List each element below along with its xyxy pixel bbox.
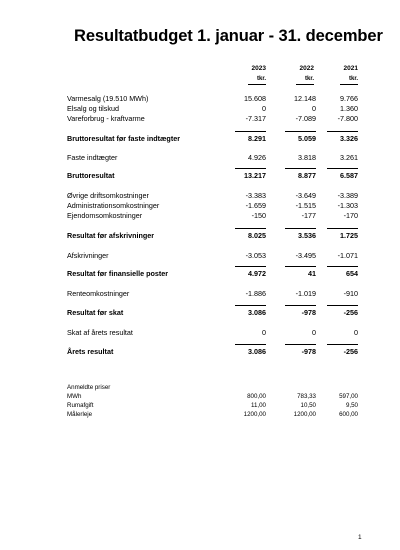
value-2023: 4.972: [248, 269, 266, 278]
subtotal-line: [327, 228, 358, 229]
prices-heading-row: [0, 384, 400, 393]
value-2021: -256: [343, 347, 358, 356]
subtotal-line: [327, 168, 358, 169]
table-row: [0, 191, 400, 201]
value-2022: 12.148: [294, 94, 316, 103]
value-2022: 5.059: [298, 134, 316, 143]
column-header-2023: 2023: [251, 65, 266, 72]
price-2021: 597,00: [339, 393, 358, 400]
value-2022: -1.515: [295, 201, 316, 210]
value-2023: 3.086: [248, 347, 266, 356]
subtotal-line: [327, 266, 358, 267]
value-2021: 6.587: [340, 171, 358, 180]
value-2022: 0: [312, 104, 316, 113]
value-2022: -177: [301, 211, 316, 220]
price-row: [0, 393, 400, 402]
row-label: Resultat før finansielle poster: [67, 269, 169, 278]
value-2021: -7.800: [337, 114, 358, 123]
price-2022: 1200,00: [293, 411, 316, 418]
price-2023: 1200,00: [243, 411, 266, 418]
value-2021: -170: [343, 211, 358, 220]
value-2022: 0: [312, 328, 316, 337]
value-2022: -978: [301, 308, 316, 317]
table-row: [0, 201, 400, 211]
page-title: Resultatbudget 1. januar - 31. december: [74, 27, 383, 45]
subtotal-row: [0, 171, 400, 181]
subtotal-line: [285, 131, 316, 132]
row-label: Ejendomsomkostninger: [67, 211, 143, 220]
value-2021: 9.766: [340, 94, 358, 103]
value-2023: 0: [262, 104, 266, 113]
value-2023: 0: [262, 328, 266, 337]
row-label: Afskrivninger: [67, 251, 109, 260]
page-number: 1: [358, 534, 362, 541]
value-2022: 3.818: [298, 153, 316, 162]
column-unit-2022: tkr.: [304, 76, 314, 82]
column-header-2021: 2021: [343, 65, 358, 72]
value-2022: 8.877: [298, 171, 316, 180]
price-2023: 800,00: [247, 393, 266, 400]
subtotal-line: [285, 228, 316, 229]
value-2021: 1.360: [340, 104, 358, 113]
table-row: [0, 289, 400, 299]
value-2021: 1.725: [340, 231, 358, 240]
subtotal-row: [0, 269, 400, 279]
row-label: Renteomkostninger: [67, 289, 130, 298]
row-label: Faste indtægter: [67, 153, 118, 162]
table-row: [0, 94, 400, 104]
total-row: [0, 347, 400, 357]
row-label: Elsalg og tilskud: [67, 104, 119, 113]
price-2022: 783,33: [297, 393, 316, 400]
table-row: [0, 153, 400, 163]
price-label: Målerleje: [67, 411, 93, 418]
subtotal-row: [0, 231, 400, 241]
value-2021: 3.326: [340, 134, 358, 143]
subtotal-line: [327, 305, 358, 306]
subtotal-line: [235, 228, 266, 229]
subtotal-line: [285, 168, 316, 169]
value-2021: 654: [346, 269, 358, 278]
row-label: Resultat før skat: [67, 308, 124, 317]
subtotal-line: [285, 344, 316, 345]
prices-heading: Anmeldte priser: [67, 384, 111, 391]
value-2022: -3.495: [295, 251, 316, 260]
value-2022: -978: [301, 347, 316, 356]
row-label: Årets resultat: [67, 347, 114, 356]
value-2022: -1.019: [295, 289, 316, 298]
column-unit-2021: tkr.: [348, 76, 358, 82]
value-2023: -3.383: [245, 191, 266, 200]
value-2021: -3.389: [337, 191, 358, 200]
table-row: [0, 328, 400, 338]
value-2023: -3.053: [245, 251, 266, 260]
unit-underline: [340, 84, 358, 85]
row-label: Varmesalg (19.510 MWh): [67, 94, 149, 103]
unit-underline: [296, 84, 314, 85]
price-2021: 600,00: [339, 411, 358, 418]
subtotal-line: [235, 131, 266, 132]
value-2023: 13.217: [244, 171, 266, 180]
value-2023: -150: [251, 211, 266, 220]
price-2022: 10,50: [300, 402, 316, 409]
price-row: [0, 402, 400, 411]
value-2023: 4.926: [248, 153, 266, 162]
value-2021: -910: [343, 289, 358, 298]
subtotal-line: [235, 344, 266, 345]
price-2023: 11,00: [250, 402, 266, 409]
value-2021: 3.261: [340, 153, 358, 162]
table-row: [0, 104, 400, 114]
price-2021: 9,50: [345, 402, 358, 409]
subtotal-line: [327, 344, 358, 345]
value-2021: -1.303: [337, 201, 358, 210]
row-label: Vareforbrug - kraftvarme: [67, 114, 145, 123]
subtotal-row: [0, 308, 400, 318]
table-row: [0, 114, 400, 124]
value-2022: -3.649: [295, 191, 316, 200]
row-label: Bruttoresultat: [67, 171, 115, 180]
value-2022: 41: [308, 269, 316, 278]
value-2023: 8.025: [248, 231, 266, 240]
value-2023: -7.317: [245, 114, 266, 123]
subtotal-line: [235, 305, 266, 306]
subtotal-line: [235, 168, 266, 169]
subtotal-line: [235, 266, 266, 267]
value-2022: 3.536: [298, 231, 316, 240]
table-row: [0, 211, 400, 221]
row-label: Bruttoresultat før faste indtægter: [67, 134, 181, 143]
table-row: [0, 251, 400, 261]
value-2023: -1.659: [245, 201, 266, 210]
column-unit-2023: tkr.: [256, 76, 266, 82]
unit-underline: [248, 84, 266, 85]
price-row: [0, 411, 400, 420]
column-header-2022: 2022: [299, 65, 314, 72]
row-label: Administrationsomkostninger: [67, 201, 160, 210]
row-label: Resultat før afskrivninger: [67, 231, 155, 240]
value-2023: 15.608: [244, 94, 266, 103]
price-label: MWh: [67, 393, 82, 400]
value-2022: -7.089: [295, 114, 316, 123]
subtotal-line: [327, 131, 358, 132]
value-2021: -256: [343, 308, 358, 317]
value-2023: 8.291: [248, 134, 266, 143]
subtotal-row: [0, 134, 400, 144]
value-2023: -1.886: [245, 289, 266, 298]
price-label: Rumafgift: [67, 402, 94, 409]
subtotal-line: [285, 305, 316, 306]
value-2021: 0: [354, 328, 358, 337]
value-2021: -1.071: [337, 251, 358, 260]
row-label: Skat af årets resultat: [67, 328, 133, 337]
value-2023: 3.086: [248, 308, 266, 317]
row-label: Øvrige driftsomkostninger: [67, 191, 149, 200]
subtotal-line: [285, 266, 316, 267]
